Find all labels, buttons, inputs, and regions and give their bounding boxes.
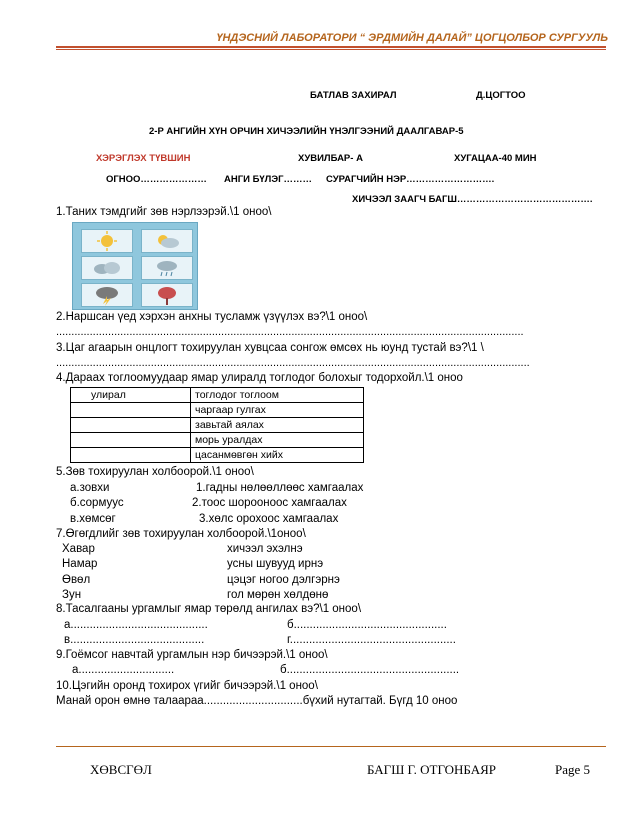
footer-divider	[56, 746, 606, 747]
sun-icon	[81, 229, 133, 253]
question-7: 7.Өгөгдлийг зөв тохируулан холбоорой.\1оноо\	[56, 528, 306, 540]
table-cell: завьтай аялах	[191, 418, 364, 433]
match-right-item: 2.тоос шорооноос хамгаалах	[192, 497, 347, 509]
rain-icon	[141, 256, 193, 280]
footer-teacher: БАГШ Г. ОТГОНБАЯР	[367, 762, 496, 777]
footer-location: ХӨВСГӨЛ	[90, 762, 152, 777]
page-number: Page 5	[555, 762, 591, 777]
table-header-season: улирал	[71, 388, 191, 403]
approve-label: БАТЛАВ ЗАХИРАЛ	[310, 90, 397, 101]
date-field: ОГНОО…………………	[106, 174, 207, 185]
table-row	[71, 403, 364, 418]
approve-name: Д.ЦОГТОО	[476, 90, 526, 101]
question-4: 4.Дараах тоглоомуудаар ямар улиралд тоглодог болохыг тодорхойл.\1 оноо	[56, 372, 463, 384]
fill-in-sentence: Манай орон өмнө талаараа...............................бүхий нутагтай. Бүгд 10 оноо	[56, 695, 458, 707]
season-item: Хавар	[62, 543, 95, 555]
season-item: Зун	[62, 589, 82, 601]
answer-line-3: ...........................................................................................................................................................	[56, 357, 530, 369]
table-row	[71, 418, 364, 433]
event-item: цэцэг ногоо дэлгэрнэ	[227, 574, 340, 586]
season-game-table	[70, 387, 364, 463]
class-group-field: АНГИ БҮЛЭГ………	[224, 174, 312, 185]
table-row	[71, 448, 364, 463]
header-divider-thin	[56, 49, 606, 50]
table-cell: цасанмөвгөн хийх	[191, 448, 364, 463]
variant-label: ХУВИЛБАР- А	[298, 153, 363, 164]
answer-line-8b: б................................................	[287, 619, 447, 631]
season-item: Өвөл	[62, 574, 91, 586]
question-10: 10.Цэгийн оронд тохирох үгийг бичээрэй.\1 оноо\	[56, 680, 318, 692]
answer-cell[interactable]	[71, 433, 191, 448]
match-left-item: в.хөмсөг	[70, 513, 116, 525]
answer-line-8a: а...........................................	[64, 619, 208, 631]
answer-line-8v: в..........................................	[64, 634, 205, 646]
storm-icon	[81, 283, 133, 307]
season-item: Намар	[62, 558, 98, 570]
question-8: 8.Тасалгааны ургамлыг ямар төрөлд ангилах вэ?\1 оноо\	[56, 603, 362, 615]
student-name-field: СУРАГЧИЙН НЭР……………………….	[326, 174, 495, 185]
match-right-item: 1.гадны нөлөөллөөс хамгаалах	[196, 482, 364, 494]
answer-cell[interactable]	[71, 448, 191, 463]
question-2: 2.Наршсан үед хэрхэн анхны тусламж үзүүлэх вэ?\1 оноо\	[56, 311, 368, 323]
weather-signs-image	[72, 222, 198, 310]
answer-line-2: .........................................................................................................................................................	[56, 326, 524, 338]
match-right-item: 3.хөлс орохоос хамгаалах	[199, 513, 339, 525]
answer-cell[interactable]	[71, 403, 191, 418]
event-item: хичээл эхэлнэ	[227, 543, 303, 555]
question-5: 5.Зөв тохируулан холбоорой.\1 оноо\	[56, 466, 254, 478]
table-header-row	[71, 388, 364, 403]
table-cell: морь уралдах	[191, 433, 364, 448]
answer-line-8g: г....................................................	[287, 634, 456, 646]
question-1: 1.Таних тэмдгийг зөв нэрлээрэй.\1 оноо\	[56, 206, 272, 218]
event-item: гол мөрөн хөлдөнө	[227, 589, 329, 601]
header-divider	[56, 46, 606, 48]
level-label: ХЭРЭГЛЭХ ТҮВШИН	[96, 153, 191, 164]
partly-cloudy-icon	[141, 229, 193, 253]
question-3: 3.Цаг агаарын онцлогт тохируулан хувцсаа сонгож өмсөх нь юунд тустай вэ?\1 \	[56, 342, 484, 354]
answer-line-9b: б......................................................	[280, 664, 460, 676]
event-item: усны шувууд ирнэ	[227, 558, 324, 570]
answer-line-9a: а..............................	[72, 664, 175, 676]
school-name: ҮНДЭСНИЙ ЛАБОРАТОРИ “ ЭРДМИЙН ДАЛАЙ” ЦОГЦОЛБОР СУРГУУЛЬ	[216, 32, 608, 44]
table-row	[71, 433, 364, 448]
table-header-game: тоглодог тоглоом	[191, 388, 364, 403]
match-left-item: а.зовхи	[70, 482, 110, 494]
table-cell: чаргаар гулгах	[191, 403, 364, 418]
teacher-field: ХИЧЭЭЛ ЗААГЧ БАГШ…………………………………….	[352, 194, 593, 205]
page-title: 2-Р АНГИЙН ХҮН ОРЧИН ХИЧЭЭЛИЙН ҮНЭЛГЭЭНИЙ ДААЛГАВАР-5	[149, 126, 464, 137]
answer-cell[interactable]	[71, 418, 191, 433]
duration-label: ХУГАЦАА-40 МИН	[454, 153, 537, 164]
tornado-icon	[141, 283, 193, 307]
match-left-item: б.сормуус	[70, 497, 124, 509]
question-9: 9.Гоёмсог навчтай ургамлын нэр бичээрэй.\1 оноо\	[56, 649, 328, 661]
cloudy-icon	[81, 256, 133, 280]
